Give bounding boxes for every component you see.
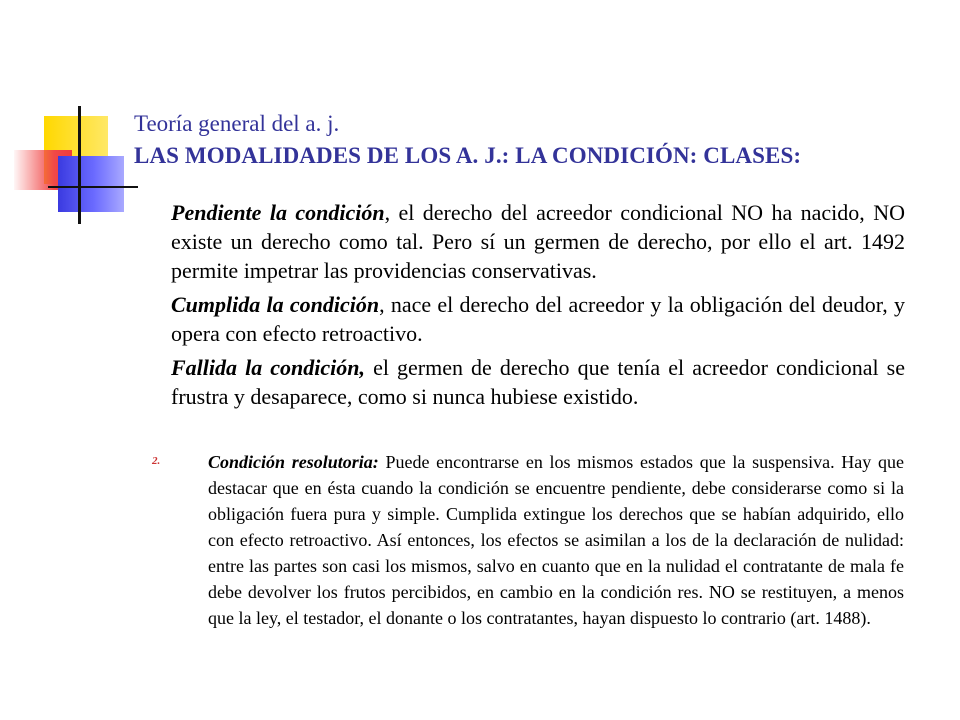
paragraph-text: , el derecho del acreedor condicional NO ha nacido, NO existe un derecho como tal. Pero sí un germen de derecho, por ello el art. 1492 permite impetrar las providencias conservativas. <box>171 200 905 283</box>
paragraph-lead: Cumplida la condición <box>171 292 380 317</box>
numbered-item-2 <box>152 449 904 631</box>
item-lead: Condición resolutoria: <box>208 452 379 472</box>
item-text <box>208 449 904 631</box>
paragraph-lead: Fallida la condición, <box>171 355 365 380</box>
paragraph-text: , nace el derecho del acreedor y la obligación del deudor, y opera con efecto retroactivo. <box>171 292 905 346</box>
paragraph-fallida <box>171 353 905 411</box>
body-text <box>171 198 905 416</box>
title-line-1: Teoría general del a. j. <box>134 111 340 136</box>
item-body: Puede encontrarse en los mismos estados que la suspensiva. Hay que destacar que en ésta cuando la condición se encuentre pendiente, debe considerarse como si la obligación fuera pura y simple. Cumplida extingue los derechos que se habían adquirido, ello con efecto retroactivo. Así entonces, los efectos se asimilan a los de la declaración de nulidad: entre las partes son casi los mismos, salvo en cuanto que en la nulidad el contratante de mala fe debe devolver los frutos percibidos, en cambio en la condición res. NO se restituyen, a menos que la ley, el testador, el donante o los contratantes, hayan dispuesto lo contrario (art. 1488). <box>208 452 905 628</box>
decorative-blue-square <box>58 156 124 212</box>
slide-title <box>134 108 934 172</box>
item-number: 2. <box>152 455 161 467</box>
title-line-2: LAS MODALIDADES DE LOS A. J.: LA CONDICIÓN: CLASES: <box>134 143 802 168</box>
paragraph-pendiente <box>171 198 905 285</box>
paragraph-cumplida <box>171 290 905 348</box>
decorative-horizontal-line <box>48 186 138 188</box>
decorative-vertical-line <box>78 106 81 224</box>
paragraph-text: el germen de derecho que tenía el acreedor condicional se frustra y desaparece, como si nunca hubiese existido. <box>171 355 905 409</box>
paragraph-lead: Pendiente la condición <box>171 200 385 225</box>
